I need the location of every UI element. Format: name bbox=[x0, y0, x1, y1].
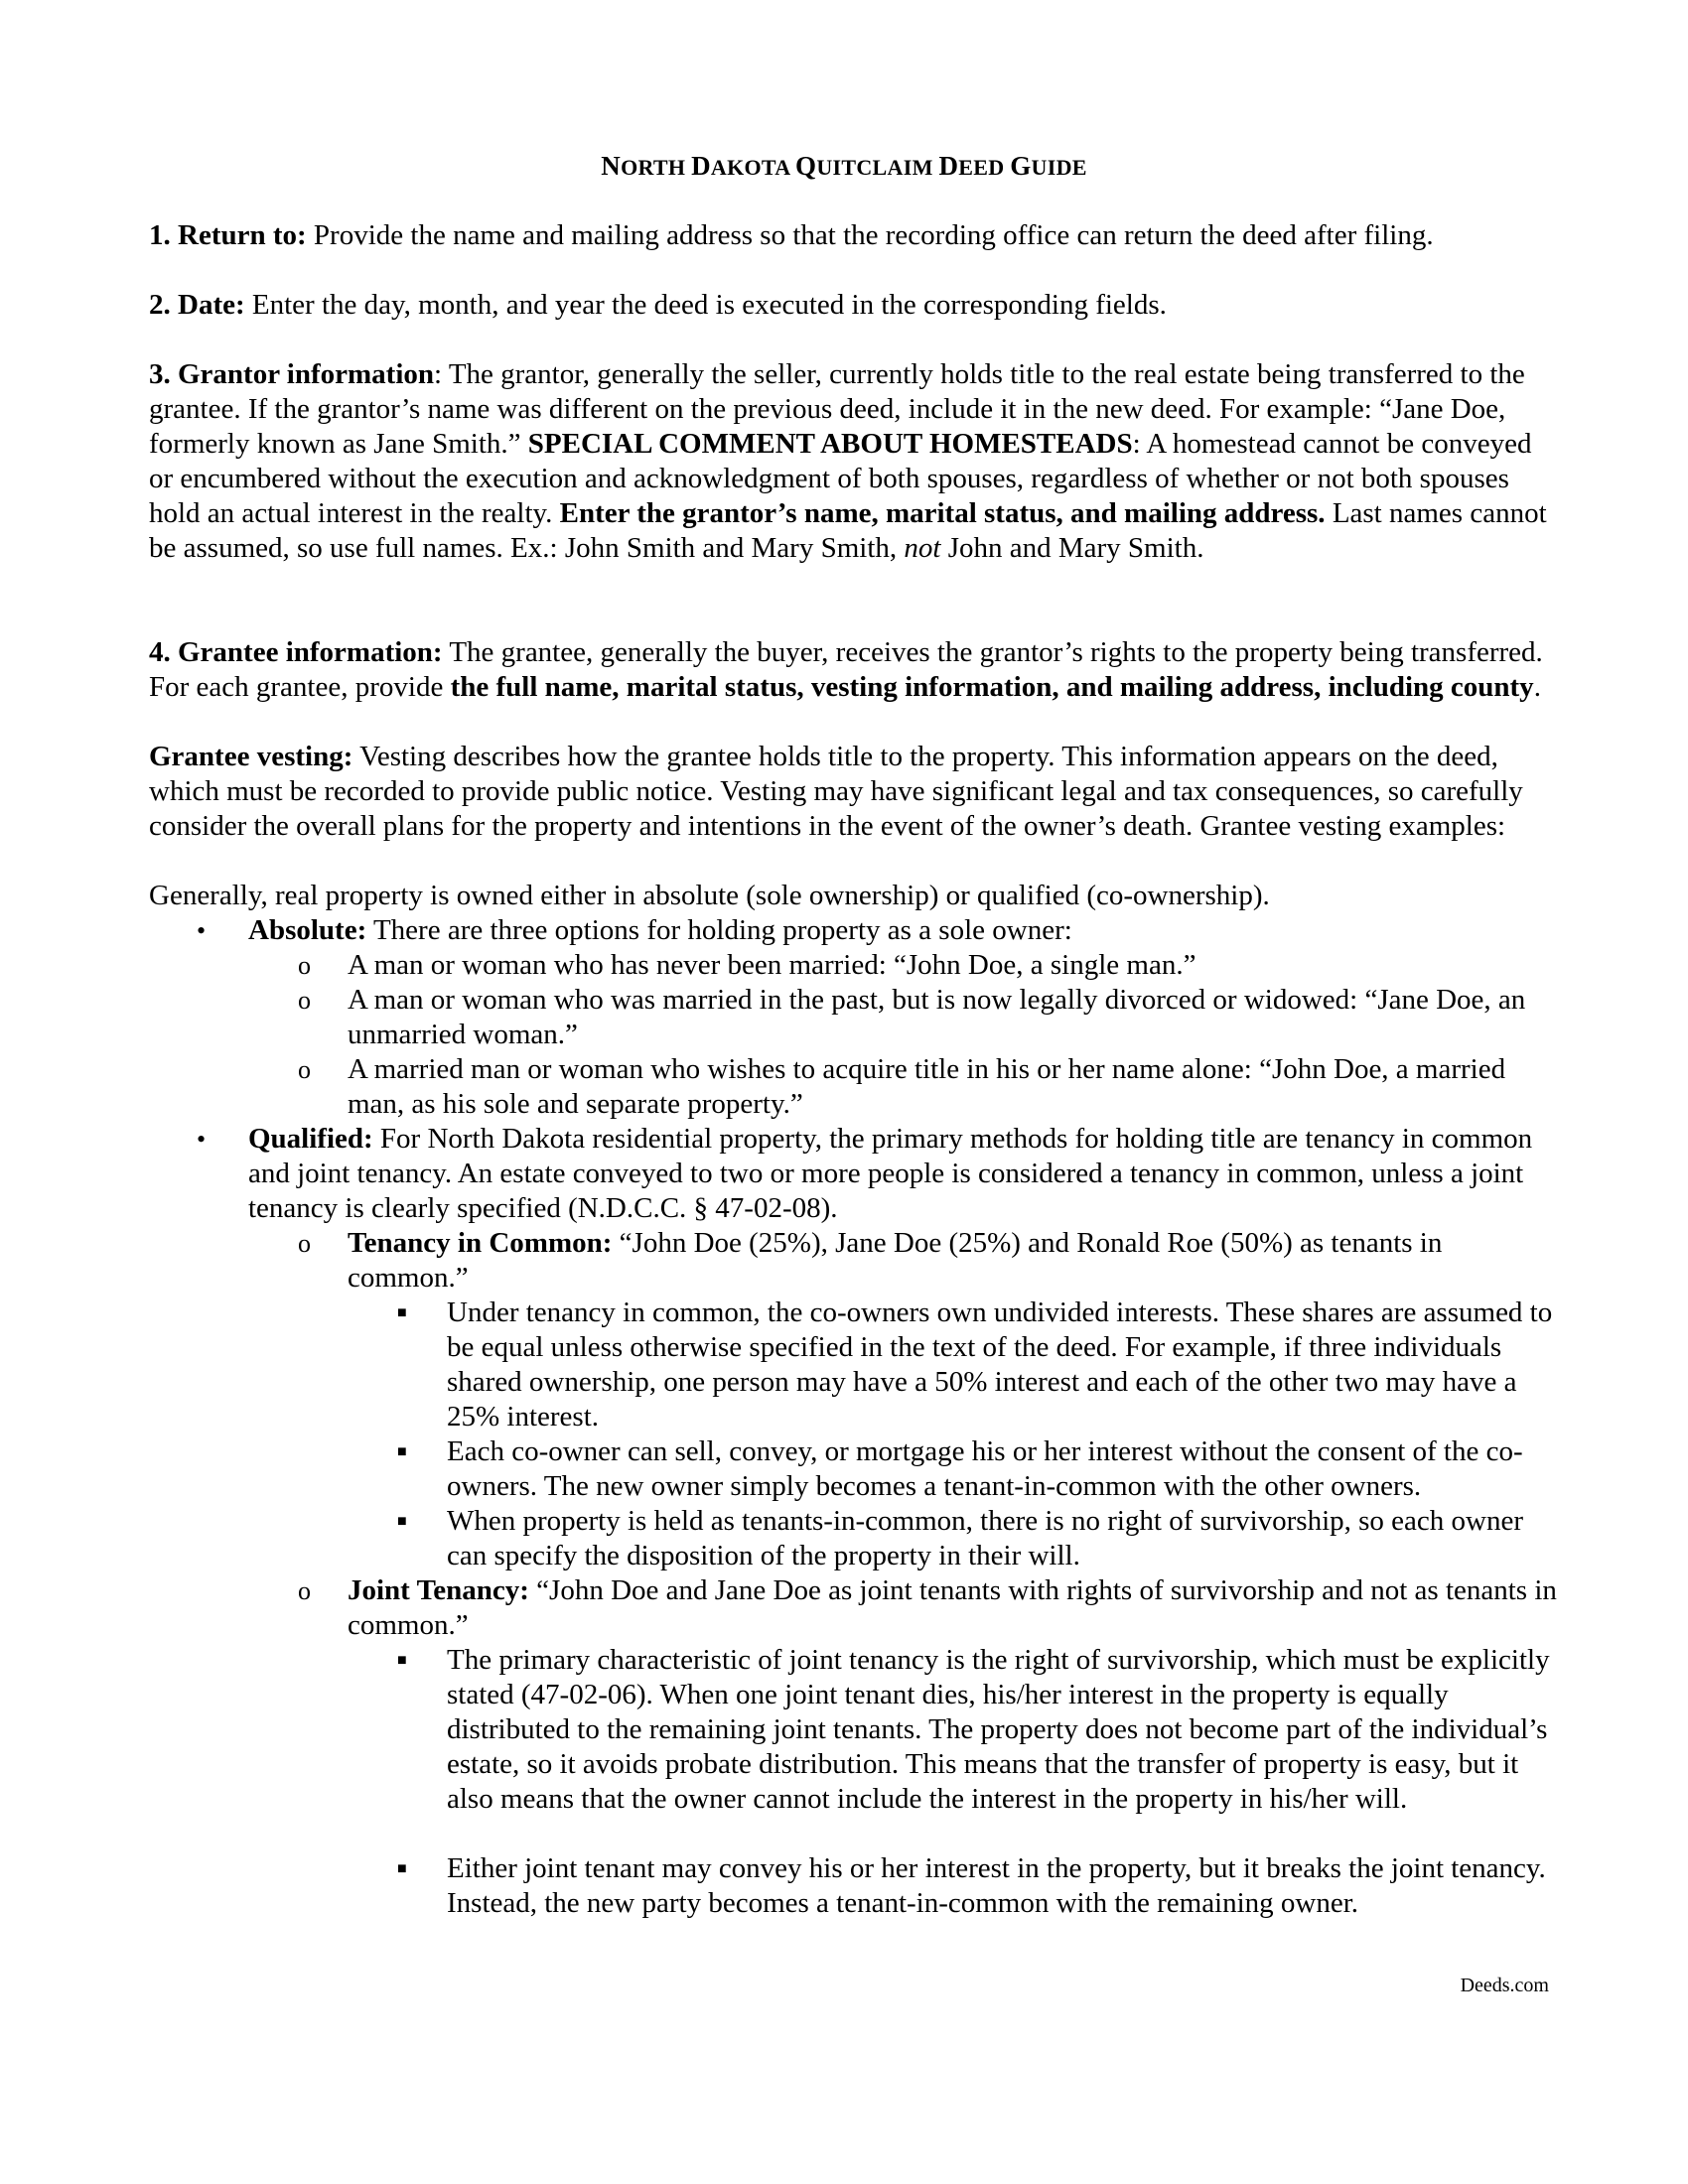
absolute-option: A man or woman who was married in the past, but is now legally divorced or widowed: “Jane Doe, an unmarried woman.” bbox=[348, 984, 1526, 1050]
tenancy-in-common-point: When property is held as tenants-in-common, there is no right of survivorship, so each owner can specify the disposition of the property in their will. bbox=[447, 1505, 1524, 1571]
joint-tenancy-point: Either joint tenant may convey his or her interest in the property, but it breaks the joint tenancy. Instead, the new party becomes a tenant-in-common with the remaining owner. bbox=[447, 1852, 1546, 1919]
bullet-marker: • bbox=[197, 916, 207, 945]
circle-marker: o bbox=[298, 986, 311, 1015]
square-marker: ■ bbox=[397, 1513, 407, 1530]
section-date: 2. Date: Enter the day, month, and year the deed is executed in the corresponding fields. bbox=[149, 289, 1167, 321]
section-grantor-information: 3. Grantor information: The grantor, generally the seller, currently holds title to the real estate being transferred to the grantee. If the grantor’s name was different on the previous deed, include it in the new deed. For example: “Jane Doe, formerly known as Jane Smith.” SPECIAL COMMENT ABOUT HOMESTEADS: A homestead cannot be conveyed or encumbered without the execution and acknowledgment of both spouses, regardless of whether or not both spouses hold an actual interest in the realty. Enter the grantor’s name, marital status, and mailing address. Last names cannot be assumed, so use full names. Ex.: John Smith and Mary Smith, not John and Mary Smith. bbox=[149, 358, 1547, 564]
circle-marker: o bbox=[298, 1055, 311, 1084]
absolute-option: A married man or woman who wishes to acquire title in his or her name alone: “John Doe, a married man, as his sole and separate property.” bbox=[348, 1053, 1506, 1120]
tenancy-in-common-point: Under tenancy in common, the co-owners own undivided interests. These shares are assumed to be equal unless otherwise specified in the text of the deed. For example, if three individuals shared ownership, one person may have a 50% interest and each of the other two may have a 25% interest. bbox=[447, 1297, 1553, 1433]
circle-marker: o bbox=[298, 951, 311, 980]
absolute-ownership: Absolute: There are three options for holding property as a sole owner: bbox=[248, 914, 1072, 946]
square-marker: ■ bbox=[397, 1443, 407, 1460]
tenancy-in-common: Tenancy in Common: “John Doe (25%), Jane Doe (25%) and Ronald Roe (50%) as tenants in common.” bbox=[348, 1227, 1443, 1294]
tenancy-in-common-point: Each co-owner can sell, convey, or mortgage his or her interest without the consent of the co-owners. The new owner simply becomes a tenant-in-common with the other owners. bbox=[447, 1435, 1523, 1502]
section-grantee-information: 4. Grantee information: The grantee, generally the buyer, receives the grantor’s rights to the property being transferred. For each grantee, provide the full name, marital status, vesting information, and mailing address, including county. bbox=[149, 636, 1543, 703]
square-marker: ■ bbox=[397, 1860, 407, 1877]
joint-tenancy: Joint Tenancy: “John Doe and Jane Doe as joint tenants with rights of survivorship and not as tenants in common.” bbox=[348, 1574, 1557, 1641]
bullet-marker: • bbox=[197, 1125, 207, 1154]
square-marker: ■ bbox=[397, 1304, 407, 1321]
absolute-option: A man or woman who has never been married: “John Doe, a single man.” bbox=[348, 949, 1196, 981]
joint-tenancy-point: The primary characteristic of joint tenancy is the right of survivorship, which must be explicitly stated (47-02-06). When one joint tenant dies, his/her interest in the property is equally distributed to the remaining joint tenants. The property does not become part of the individual’s estate, so it avoids probate distribution. This means that the transfer of property is easy, but it also means that the owner cannot include the interest in the property in his/her will. bbox=[447, 1644, 1550, 1815]
square-marker: ■ bbox=[397, 1652, 407, 1669]
circle-marker: o bbox=[298, 1229, 311, 1258]
ownership-overview: Generally, real property is owned either in absolute (sole ownership) or qualified (co-ownership). bbox=[149, 880, 1270, 911]
footer-brand: Deeds.com bbox=[1460, 1975, 1549, 1996]
qualified-ownership: Qualified: For North Dakota residential property, the primary methods for holding title are tenancy in common and joint tenancy. An estate conveyed to two or more people is considered a tenancy in common, unless a joint tenancy is clearly specified (N.D.C.C. § 47-02-08). bbox=[248, 1123, 1533, 1224]
grantee-vesting: Grantee vesting: Vesting describes how the grantee holds title to the property. This information appears on the deed, which must be recorded to provide public notice. Vesting may have significant legal and tax consequences, so carefully consider the overall plans for the property and intentions in the event of the owner’s death. Grantee vesting examples: bbox=[149, 741, 1523, 842]
section-return-to: 1. Return to: Provide the name and mailing address so that the recording office can return the deed after filing. bbox=[149, 219, 1434, 251]
circle-marker: o bbox=[298, 1576, 311, 1605]
page-title: NORTH DAKOTA QUITCLAIM DEED GUIDE bbox=[601, 151, 1087, 181]
